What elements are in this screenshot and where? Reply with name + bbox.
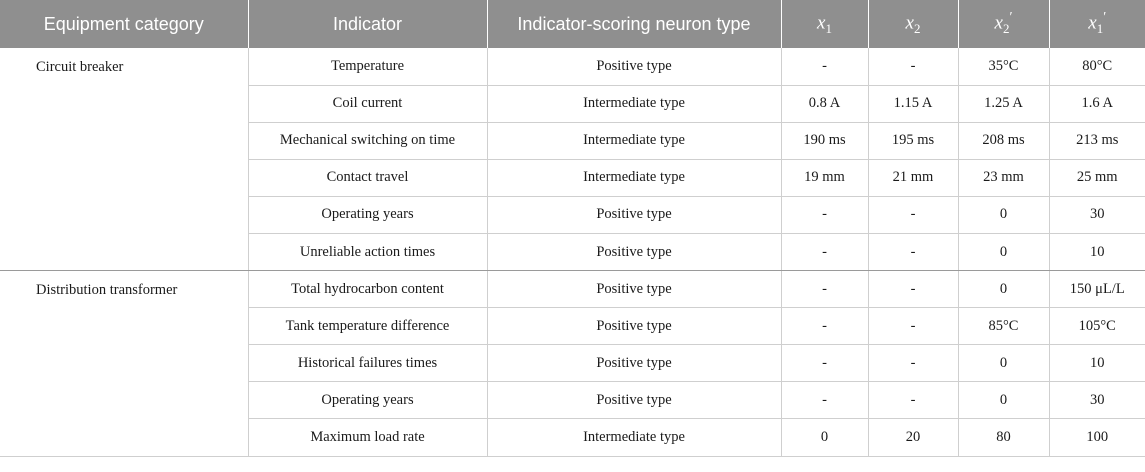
x2-cell: - bbox=[868, 233, 958, 270]
type-cell: Positive type bbox=[487, 308, 781, 345]
header-neuron-type: Indicator-scoring neuron type bbox=[487, 0, 781, 48]
x2-prime-cell: 0 bbox=[958, 271, 1049, 308]
x2-cell: - bbox=[868, 345, 958, 382]
x1-prime-cell: 10 bbox=[1049, 233, 1145, 270]
x1-prime-cell: 25 mm bbox=[1049, 159, 1145, 196]
x2-prime-cell: 0 bbox=[958, 345, 1049, 382]
table-body bbox=[0, 48, 1145, 456]
type-cell: Positive type bbox=[487, 196, 781, 233]
x2-cell: - bbox=[868, 48, 958, 85]
indicator-cell: Temperature bbox=[248, 48, 487, 85]
header-equipment-category: Equipment category bbox=[0, 0, 248, 48]
x1-cell: 0.8 A bbox=[781, 85, 868, 122]
type-cell: Intermediate type bbox=[487, 122, 781, 159]
type-cell: Intermediate type bbox=[487, 419, 781, 456]
x1-cell: - bbox=[781, 196, 868, 233]
indicator-cell: Mechanical switching on time bbox=[248, 122, 487, 159]
type-cell: Positive type bbox=[487, 48, 781, 85]
x2-cell: - bbox=[868, 382, 958, 419]
x2-cell: 1.15 A bbox=[868, 85, 958, 122]
x2-cell: 20 bbox=[868, 419, 958, 456]
x2-cell: - bbox=[868, 271, 958, 308]
x1-cell: - bbox=[781, 308, 868, 345]
x1-prime-cell: 100 bbox=[1049, 419, 1145, 456]
x2-cell: 195 ms bbox=[868, 122, 958, 159]
x1-prime-cell: 80°C bbox=[1049, 48, 1145, 85]
category-cell: Distribution transformer bbox=[0, 271, 248, 456]
x1-cell: - bbox=[781, 233, 868, 270]
x2-prime-cell: 208 ms bbox=[958, 122, 1049, 159]
header-x1-prime: $x_1'$ bbox=[1049, 0, 1145, 48]
x1-cell: 19 mm bbox=[781, 159, 868, 196]
header-indicator: Indicator bbox=[248, 0, 487, 48]
indicator-cell: Total hydrocarbon content bbox=[248, 271, 487, 308]
x2-cell: - bbox=[868, 308, 958, 345]
type-cell: Positive type bbox=[487, 233, 781, 270]
header-x2-prime: $x_2'$ bbox=[958, 0, 1049, 48]
x1-prime-cell: 213 ms bbox=[1049, 122, 1145, 159]
x2-prime-cell: 0 bbox=[958, 196, 1049, 233]
x2-prime-cell: 0 bbox=[958, 382, 1049, 419]
x1-prime-cell: 30 bbox=[1049, 382, 1145, 419]
x1-cell: - bbox=[781, 48, 868, 85]
header-row bbox=[0, 0, 1145, 48]
x1-prime-cell: 105°C bbox=[1049, 308, 1145, 345]
x2-prime-cell: 80 bbox=[958, 419, 1049, 456]
type-cell: Positive type bbox=[487, 345, 781, 382]
category-cell: Circuit breaker bbox=[0, 48, 248, 271]
indicator-cell: Contact travel bbox=[248, 159, 487, 196]
indicator-cell: Operating years bbox=[248, 196, 487, 233]
x1-prime-cell: 10 bbox=[1049, 345, 1145, 382]
x2-cell: 21 mm bbox=[868, 159, 958, 196]
indicator-cell: Historical failures times bbox=[248, 345, 487, 382]
x2-prime-cell: 85°C bbox=[958, 308, 1049, 345]
indicator-cell: Coil current bbox=[248, 85, 487, 122]
x1-cell: 0 bbox=[781, 419, 868, 456]
x1-prime-cell: 30 bbox=[1049, 196, 1145, 233]
indicator-cell: Maximum load rate bbox=[248, 419, 487, 456]
header-x2: $x_2$ bbox=[868, 0, 958, 48]
type-cell: Intermediate type bbox=[487, 85, 781, 122]
x2-prime-cell: 0 bbox=[958, 233, 1049, 270]
x1-cell: 190 ms bbox=[781, 122, 868, 159]
x1-prime-cell: 150 μL/L bbox=[1049, 271, 1145, 308]
type-cell: Intermediate type bbox=[487, 159, 781, 196]
table-row bbox=[0, 271, 1145, 308]
x2-prime-cell: 23 mm bbox=[958, 159, 1049, 196]
x1-cell: - bbox=[781, 382, 868, 419]
indicator-cell: Unreliable action times bbox=[248, 233, 487, 270]
indicator-cell: Tank temperature difference bbox=[248, 308, 487, 345]
x2-prime-cell: 35°C bbox=[958, 48, 1049, 85]
x2-cell: - bbox=[868, 196, 958, 233]
type-cell: Positive type bbox=[487, 382, 781, 419]
x1-cell: - bbox=[781, 271, 868, 308]
x2-prime-cell: 1.25 A bbox=[958, 85, 1049, 122]
x1-cell: - bbox=[781, 345, 868, 382]
indicator-cell: Operating years bbox=[248, 382, 487, 419]
type-cell: Positive type bbox=[487, 271, 781, 308]
table-row bbox=[0, 48, 1145, 85]
header-x1: $x_1$ bbox=[781, 0, 868, 48]
x1-prime-cell: 1.6 A bbox=[1049, 85, 1145, 122]
